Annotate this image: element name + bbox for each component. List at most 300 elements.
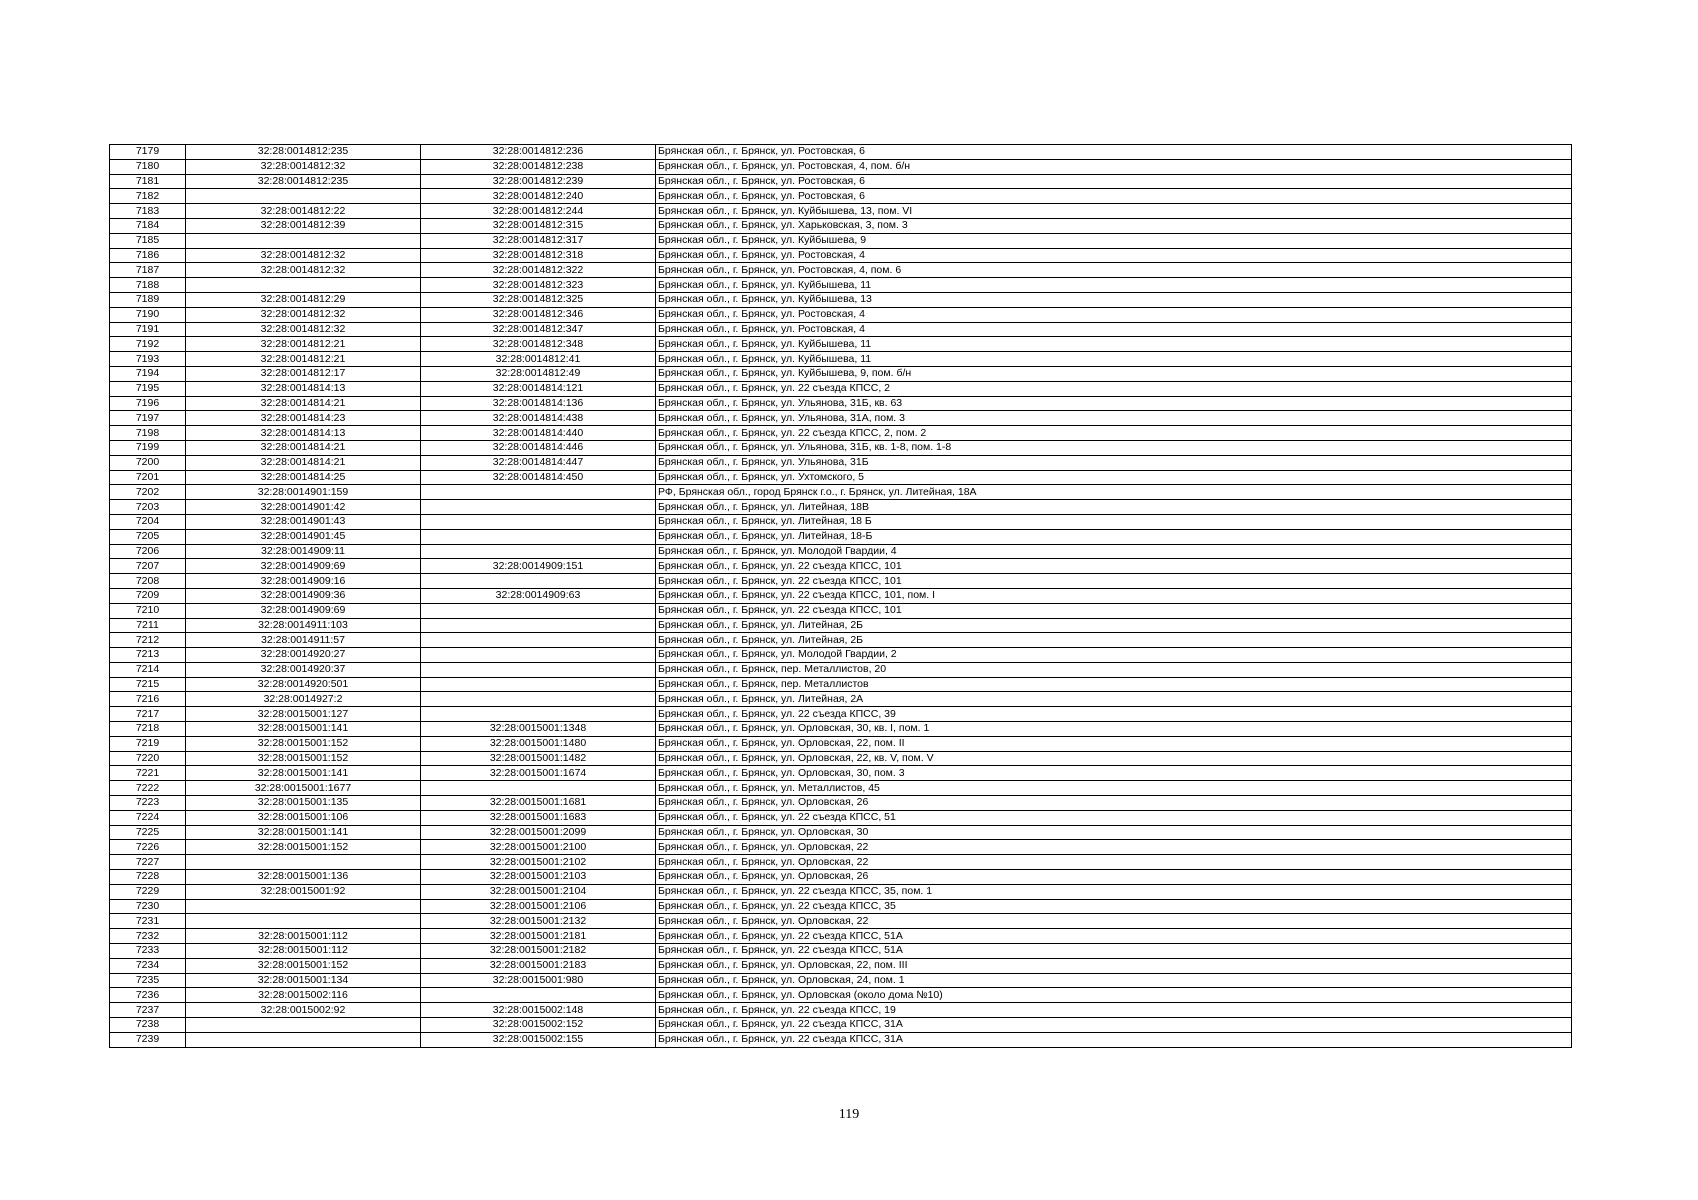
row-number-cell: 7185: [110, 233, 186, 248]
object-cadastral-number-cell: 32:28:0015001:980: [421, 973, 656, 988]
row-number-cell: 7225: [110, 825, 186, 840]
row-number-cell: 7233: [110, 944, 186, 959]
address-cell: Брянская обл., г. Брянск, ул. 22 съезда КПСС, 39: [656, 707, 1572, 722]
parcel-cadastral-number-cell: 32:28:0014812:235: [186, 174, 421, 189]
parcel-cadastral-number-cell: 32:28:0014927:2: [186, 692, 421, 707]
table-row: [110, 618, 1572, 633]
address-cell: Брянская обл., г. Брянск, ул. Куйбышева, 11: [656, 352, 1572, 367]
table-row: [110, 899, 1572, 914]
address-cell: Брянская обл., г. Брянск, ул. Орловская, 26: [656, 870, 1572, 885]
table-row: [110, 810, 1572, 825]
address-cell: Брянская обл., г. Брянск, ул. Орловская, 22: [656, 914, 1572, 929]
object-cadastral-number-cell: [421, 603, 656, 618]
row-number-cell: 7188: [110, 278, 186, 293]
parcel-cadastral-number-cell: 32:28:0014911:103: [186, 618, 421, 633]
parcel-cadastral-number-cell: 32:28:0014911:57: [186, 633, 421, 648]
parcel-cadastral-number-cell: 32:28:0014901:159: [186, 485, 421, 500]
parcel-cadastral-number-cell: 32:28:0014909:16: [186, 574, 421, 589]
object-cadastral-number-cell: 32:28:0015001:2104: [421, 884, 656, 899]
address-cell: Брянская обл., г. Брянск, ул. Куйбышева, 11: [656, 278, 1572, 293]
row-number-cell: 7183: [110, 204, 186, 219]
row-number-cell: 7203: [110, 500, 186, 515]
address-cell: Брянская обл., г. Брянск, ул. Литейная, 2Б: [656, 618, 1572, 633]
row-number-cell: 7182: [110, 189, 186, 204]
object-cadastral-number-cell: [421, 618, 656, 633]
address-cell: Брянская обл., г. Брянск, ул. Куйбышева, 11: [656, 337, 1572, 352]
object-cadastral-number-cell: [421, 662, 656, 677]
parcel-cadastral-number-cell: 32:28:0015001:141: [186, 766, 421, 781]
table-row: [110, 944, 1572, 959]
object-cadastral-number-cell: 32:28:0014812:346: [421, 307, 656, 322]
register-table: [109, 144, 1572, 1048]
parcel-cadastral-number-cell: 32:28:0014812:29: [186, 292, 421, 307]
table-row: [110, 411, 1572, 426]
parcel-cadastral-number-cell: 32:28:0015002:92: [186, 1003, 421, 1018]
row-number-cell: 7238: [110, 1018, 186, 1033]
object-cadastral-number-cell: 32:28:0014812:322: [421, 263, 656, 278]
address-cell: Брянская обл., г. Брянск, ул. Куйбышева, 9, пом. б/н: [656, 366, 1572, 381]
row-number-cell: 7195: [110, 381, 186, 396]
address-cell: Брянская обл., г. Брянск, ул. Орловская (около дома №10): [656, 988, 1572, 1003]
table-row: [110, 958, 1572, 973]
object-cadastral-number-cell: 32:28:0014812:240: [421, 189, 656, 204]
address-cell: Брянская обл., г. Брянск, ул. Орловская, 26: [656, 796, 1572, 811]
address-cell: Брянская обл., г. Брянск, ул. Литейная, 18В: [656, 500, 1572, 515]
parcel-cadastral-number-cell: [186, 278, 421, 293]
object-cadastral-number-cell: 32:28:0014814:450: [421, 470, 656, 485]
address-cell: Брянская обл., г. Брянск, ул. 22 съезда КПСС, 101: [656, 574, 1572, 589]
object-cadastral-number-cell: 32:28:0014812:323: [421, 278, 656, 293]
row-number-cell: 7223: [110, 796, 186, 811]
object-cadastral-number-cell: [421, 633, 656, 648]
row-number-cell: 7187: [110, 263, 186, 278]
row-number-cell: 7236: [110, 988, 186, 1003]
parcel-cadastral-number-cell: 32:28:0014812:32: [186, 248, 421, 263]
row-number-cell: 7191: [110, 322, 186, 337]
parcel-cadastral-number-cell: 32:28:0014920:37: [186, 662, 421, 677]
table-row: [110, 307, 1572, 322]
object-cadastral-number-cell: 32:28:0014909:151: [421, 559, 656, 574]
table-row: [110, 396, 1572, 411]
register-table-body: [110, 145, 1572, 1048]
row-number-cell: 7227: [110, 855, 186, 870]
table-row: [110, 662, 1572, 677]
parcel-cadastral-number-cell: 32:28:0015001:136: [186, 870, 421, 885]
address-cell: Брянская обл., г. Брянск, ул. Куйбышева, 13: [656, 292, 1572, 307]
object-cadastral-number-cell: 32:28:0014812:49: [421, 366, 656, 381]
object-cadastral-number-cell: 32:28:0015001:2181: [421, 929, 656, 944]
table-row: [110, 1018, 1572, 1033]
parcel-cadastral-number-cell: [186, 189, 421, 204]
address-cell: Брянская обл., г. Брянск, ул. Литейная, 18-Б: [656, 529, 1572, 544]
row-number-cell: 7234: [110, 958, 186, 973]
parcel-cadastral-number-cell: 32:28:0014812:32: [186, 159, 421, 174]
row-number-cell: 7198: [110, 426, 186, 441]
row-number-cell: 7208: [110, 574, 186, 589]
address-cell: Брянская обл., г. Брянск, ул. Ростовская, 6: [656, 174, 1572, 189]
address-cell: Брянская обл., г. Брянск, ул. Орловская, 22: [656, 840, 1572, 855]
address-cell: Брянская обл., г. Брянск, ул. 22 съезда КПСС, 35, пом. 1: [656, 884, 1572, 899]
row-number-cell: 7193: [110, 352, 186, 367]
object-cadastral-number-cell: [421, 529, 656, 544]
address-cell: Брянская обл., г. Брянск, ул. Орловская, 22, пом. III: [656, 958, 1572, 973]
address-cell: Брянская обл., г. Брянск, ул. Литейная, 18 Б: [656, 514, 1572, 529]
row-number-cell: 7226: [110, 840, 186, 855]
address-cell: Брянская обл., г. Брянск, ул. Ростовская, 6: [656, 145, 1572, 160]
table-row: [110, 781, 1572, 796]
table-row: [110, 159, 1572, 174]
parcel-cadastral-number-cell: 32:28:0014909:36: [186, 588, 421, 603]
address-cell: Брянская обл., г. Брянск, ул. Харьковская, 3, пом. 3: [656, 218, 1572, 233]
table-row: [110, 1003, 1572, 1018]
table-row: [110, 470, 1572, 485]
object-cadastral-number-cell: 32:28:0015001:2102: [421, 855, 656, 870]
parcel-cadastral-number-cell: 32:28:0015001:152: [186, 958, 421, 973]
parcel-cadastral-number-cell: 32:28:0014901:45: [186, 529, 421, 544]
row-number-cell: 7179: [110, 145, 186, 160]
address-cell: Брянская обл., г. Брянск, ул. Орловская, 22, кв. V, пом. V: [656, 751, 1572, 766]
object-cadastral-number-cell: 32:28:0015001:1480: [421, 736, 656, 751]
object-cadastral-number-cell: 32:28:0014814:446: [421, 440, 656, 455]
row-number-cell: 7205: [110, 529, 186, 544]
address-cell: Брянская обл., г. Брянск, ул. Ухтомского, 5: [656, 470, 1572, 485]
parcel-cadastral-number-cell: 32:28:0014814:13: [186, 426, 421, 441]
parcel-cadastral-number-cell: [186, 1018, 421, 1033]
object-cadastral-number-cell: 32:28:0014812:236: [421, 145, 656, 160]
address-cell: Брянская обл., г. Брянск, ул. 22 съезда КПСС, 19: [656, 1003, 1572, 1018]
object-cadastral-number-cell: [421, 514, 656, 529]
object-cadastral-number-cell: [421, 500, 656, 515]
row-number-cell: 7231: [110, 914, 186, 929]
parcel-cadastral-number-cell: 32:28:0014812:21: [186, 352, 421, 367]
row-number-cell: 7189: [110, 292, 186, 307]
row-number-cell: 7228: [110, 870, 186, 885]
parcel-cadastral-number-cell: 32:28:0014812:22: [186, 204, 421, 219]
object-cadastral-number-cell: 32:28:0015001:1348: [421, 722, 656, 737]
object-cadastral-number-cell: 32:28:0015001:1681: [421, 796, 656, 811]
address-cell: Брянская обл., г. Брянск, пер. Металлистов, 20: [656, 662, 1572, 677]
table-row: [110, 174, 1572, 189]
object-cadastral-number-cell: 32:28:0015001:2099: [421, 825, 656, 840]
parcel-cadastral-number-cell: [186, 233, 421, 248]
table-row: [110, 337, 1572, 352]
address-cell: Брянская обл., г. Брянск, ул. 22 съезда КПСС, 51А: [656, 944, 1572, 959]
table-row: [110, 292, 1572, 307]
row-number-cell: 7201: [110, 470, 186, 485]
table-row: [110, 352, 1572, 367]
row-number-cell: 7235: [110, 973, 186, 988]
table-row: [110, 870, 1572, 885]
table-row: [110, 603, 1572, 618]
address-cell: Брянская обл., г. Брянск, ул. Литейная, 2А: [656, 692, 1572, 707]
parcel-cadastral-number-cell: [186, 855, 421, 870]
row-number-cell: 7190: [110, 307, 186, 322]
object-cadastral-number-cell: 32:28:0014814:440: [421, 426, 656, 441]
address-cell: Брянская обл., г. Брянск, ул. Ульянова, 31Б, кв. 63: [656, 396, 1572, 411]
address-cell: Брянская обл., г. Брянск, ул. Ростовская, 4: [656, 322, 1572, 337]
table-row: [110, 722, 1572, 737]
parcel-cadastral-number-cell: 32:28:0014909:11: [186, 544, 421, 559]
address-cell: Брянская обл., г. Брянск, ул. Орловская, 22, пом. II: [656, 736, 1572, 751]
object-cadastral-number-cell: [421, 648, 656, 663]
parcel-cadastral-number-cell: 32:28:0014901:43: [186, 514, 421, 529]
parcel-cadastral-number-cell: 32:28:0014814:13: [186, 381, 421, 396]
object-cadastral-number-cell: [421, 988, 656, 1003]
object-cadastral-number-cell: 32:28:0014812:325: [421, 292, 656, 307]
row-number-cell: 7196: [110, 396, 186, 411]
address-cell: Брянская обл., г. Брянск, ул. 22 съезда КПСС, 51А: [656, 929, 1572, 944]
address-cell: Брянская обл., г. Брянск, ул. Орловская, 30, кв. I, пом. 1: [656, 722, 1572, 737]
object-cadastral-number-cell: 32:28:0014812:348: [421, 337, 656, 352]
row-number-cell: 7199: [110, 440, 186, 455]
object-cadastral-number-cell: 32:28:0014814:121: [421, 381, 656, 396]
address-cell: Брянская обл., г. Брянск, ул. 22 съезда КПСС, 2: [656, 381, 1572, 396]
table-row: [110, 973, 1572, 988]
table-row: [110, 426, 1572, 441]
table-row: [110, 514, 1572, 529]
parcel-cadastral-number-cell: 32:28:0015002:116: [186, 988, 421, 1003]
row-number-cell: 7216: [110, 692, 186, 707]
parcel-cadastral-number-cell: 32:28:0014812:17: [186, 366, 421, 381]
row-number-cell: 7230: [110, 899, 186, 914]
table-row: [110, 633, 1572, 648]
address-cell: Брянская обл., г. Брянск, ул. Ульянова, 31Б: [656, 455, 1572, 470]
parcel-cadastral-number-cell: 32:28:0014814:21: [186, 396, 421, 411]
object-cadastral-number-cell: 32:28:0014814:447: [421, 455, 656, 470]
parcel-cadastral-number-cell: 32:28:0015001:141: [186, 722, 421, 737]
parcel-cadastral-number-cell: 32:28:0014812:32: [186, 263, 421, 278]
object-cadastral-number-cell: 32:28:0014814:438: [421, 411, 656, 426]
table-row: [110, 840, 1572, 855]
address-cell: Брянская обл., г. Брянск, ул. Орловская, 30, пом. 3: [656, 766, 1572, 781]
parcel-cadastral-number-cell: 32:28:0014814:21: [186, 455, 421, 470]
parcel-cadastral-number-cell: 32:28:0014909:69: [186, 559, 421, 574]
row-number-cell: 7220: [110, 751, 186, 766]
table-row: [110, 233, 1572, 248]
parcel-cadastral-number-cell: 32:28:0014901:42: [186, 500, 421, 515]
row-number-cell: 7215: [110, 677, 186, 692]
object-cadastral-number-cell: 32:28:0015001:1683: [421, 810, 656, 825]
object-cadastral-number-cell: 32:28:0015001:1674: [421, 766, 656, 781]
object-cadastral-number-cell: 32:28:0015001:1482: [421, 751, 656, 766]
address-cell: Брянская обл., г. Брянск, пер. Металлистов: [656, 677, 1572, 692]
table-row: [110, 736, 1572, 751]
row-number-cell: 7206: [110, 544, 186, 559]
table-row: [110, 218, 1572, 233]
row-number-cell: 7194: [110, 366, 186, 381]
address-cell: Брянская обл., г. Брянск, ул. 22 съезда КПСС, 31А: [656, 1032, 1572, 1047]
address-cell: Брянская обл., г. Брянск, ул. Ростовская, 4: [656, 307, 1572, 322]
address-cell: Брянская обл., г. Брянск, ул. Ульянова, 31Б, кв. 1-8, пом. 1-8: [656, 440, 1572, 455]
object-cadastral-number-cell: [421, 707, 656, 722]
table-row: [110, 796, 1572, 811]
row-number-cell: 7214: [110, 662, 186, 677]
table-row: [110, 884, 1572, 899]
row-number-cell: 7186: [110, 248, 186, 263]
object-cadastral-number-cell: [421, 574, 656, 589]
table-row: [110, 440, 1572, 455]
table-row: [110, 544, 1572, 559]
row-number-cell: 7239: [110, 1032, 186, 1047]
parcel-cadastral-number-cell: 32:28:0014920:27: [186, 648, 421, 663]
table-row: [110, 204, 1572, 219]
object-cadastral-number-cell: [421, 692, 656, 707]
row-number-cell: 7202: [110, 485, 186, 500]
object-cadastral-number-cell: 32:28:0015001:2182: [421, 944, 656, 959]
object-cadastral-number-cell: 32:28:0015002:152: [421, 1018, 656, 1033]
parcel-cadastral-number-cell: [186, 914, 421, 929]
row-number-cell: 7209: [110, 588, 186, 603]
table-row: [110, 574, 1572, 589]
object-cadastral-number-cell: 32:28:0014812:41: [421, 352, 656, 367]
row-number-cell: 7207: [110, 559, 186, 574]
object-cadastral-number-cell: 32:28:0014814:136: [421, 396, 656, 411]
table-row: [110, 145, 1572, 160]
table-row: [110, 929, 1572, 944]
table-row: [110, 455, 1572, 470]
table-row: [110, 677, 1572, 692]
address-cell: Брянская обл., г. Брянск, ул. Металлистов, 45: [656, 781, 1572, 796]
row-number-cell: 7219: [110, 736, 186, 751]
object-cadastral-number-cell: 32:28:0014812:318: [421, 248, 656, 263]
row-number-cell: 7229: [110, 884, 186, 899]
table-row: [110, 366, 1572, 381]
object-cadastral-number-cell: 32:28:0015001:2183: [421, 958, 656, 973]
table-row: [110, 278, 1572, 293]
object-cadastral-number-cell: 32:28:0015001:2100: [421, 840, 656, 855]
table-row: [110, 766, 1572, 781]
address-cell: Брянская обл., г. Брянск, ул. Орловская, 24, пом. 1: [656, 973, 1572, 988]
table-row: [110, 988, 1572, 1003]
table-row: [110, 322, 1572, 337]
table-row: [110, 692, 1572, 707]
parcel-cadastral-number-cell: 32:28:0015001:1677: [186, 781, 421, 796]
row-number-cell: 7224: [110, 810, 186, 825]
table-row: [110, 825, 1572, 840]
parcel-cadastral-number-cell: 32:28:0015001:141: [186, 825, 421, 840]
page-number: 119: [838, 1107, 860, 1122]
object-cadastral-number-cell: 32:28:0015001:2103: [421, 870, 656, 885]
parcel-cadastral-number-cell: 32:28:0015001:112: [186, 929, 421, 944]
table-row: [110, 707, 1572, 722]
row-number-cell: 7213: [110, 648, 186, 663]
object-cadastral-number-cell: 32:28:0015001:2132: [421, 914, 656, 929]
address-cell: Брянская обл., г. Брянск, ул. Ульянова, 31А, пом. 3: [656, 411, 1572, 426]
parcel-cadastral-number-cell: 32:28:0015001:134: [186, 973, 421, 988]
parcel-cadastral-number-cell: 32:28:0015001:106: [186, 810, 421, 825]
row-number-cell: 7181: [110, 174, 186, 189]
parcel-cadastral-number-cell: 32:28:0014812:21: [186, 337, 421, 352]
parcel-cadastral-number-cell: 32:28:0014812:32: [186, 322, 421, 337]
address-cell: Брянская обл., г. Брянск, ул. Ростовская, 4, пом. 6: [656, 263, 1572, 278]
row-number-cell: 7232: [110, 929, 186, 944]
parcel-cadastral-number-cell: 32:28:0014920:501: [186, 677, 421, 692]
parcel-cadastral-number-cell: 32:28:0015001:152: [186, 751, 421, 766]
parcel-cadastral-number-cell: 32:28:0015001:135: [186, 796, 421, 811]
object-cadastral-number-cell: 32:28:0014812:317: [421, 233, 656, 248]
address-cell: Брянская обл., г. Брянск, ул. 22 съезда КПСС, 101, пом. I: [656, 588, 1572, 603]
address-cell: Брянская обл., г. Брянск, ул. Ростовская, 6: [656, 189, 1572, 204]
table-row: [110, 529, 1572, 544]
row-number-cell: 7237: [110, 1003, 186, 1018]
parcel-cadastral-number-cell: 32:28:0014812:235: [186, 145, 421, 160]
object-cadastral-number-cell: 32:28:0015001:2106: [421, 899, 656, 914]
row-number-cell: 7200: [110, 455, 186, 470]
parcel-cadastral-number-cell: 32:28:0015001:152: [186, 736, 421, 751]
object-cadastral-number-cell: 32:28:0014812:238: [421, 159, 656, 174]
row-number-cell: 7218: [110, 722, 186, 737]
row-number-cell: 7221: [110, 766, 186, 781]
object-cadastral-number-cell: [421, 485, 656, 500]
table-row: [110, 381, 1572, 396]
object-cadastral-number-cell: 32:28:0014812:347: [421, 322, 656, 337]
parcel-cadastral-number-cell: 32:28:0014812:32: [186, 307, 421, 322]
address-cell: Брянская обл., г. Брянск, ул. Орловская, 30: [656, 825, 1572, 840]
table-row: [110, 1032, 1572, 1047]
object-cadastral-number-cell: 32:28:0014812:315: [421, 218, 656, 233]
address-cell: Брянская обл., г. Брянск, ул. 22 съезда КПСС, 101: [656, 559, 1572, 574]
address-cell: Брянская обл., г. Брянск, ул. Ростовская, 4, пом. б/н: [656, 159, 1572, 174]
parcel-cadastral-number-cell: [186, 1032, 421, 1047]
parcel-cadastral-number-cell: 32:28:0015001:152: [186, 840, 421, 855]
row-number-cell: 7210: [110, 603, 186, 618]
row-number-cell: 7204: [110, 514, 186, 529]
table-row: [110, 559, 1572, 574]
parcel-cadastral-number-cell: 32:28:0014814:21: [186, 440, 421, 455]
object-cadastral-number-cell: 32:28:0014812:239: [421, 174, 656, 189]
parcel-cadastral-number-cell: 32:28:0015001:112: [186, 944, 421, 959]
object-cadastral-number-cell: 32:28:0015002:155: [421, 1032, 656, 1047]
table-row: [110, 500, 1572, 515]
parcel-cadastral-number-cell: 32:28:0014909:69: [186, 603, 421, 618]
address-cell: Брянская обл., г. Брянск, ул. 22 съезда КПСС, 2, пом. 2: [656, 426, 1572, 441]
address-cell: Брянская обл., г. Брянск, ул. 22 съезда КПСС, 31А: [656, 1018, 1572, 1033]
address-cell: Брянская обл., г. Брянск, ул. Куйбышева, 9: [656, 233, 1572, 248]
row-number-cell: 7180: [110, 159, 186, 174]
row-number-cell: 7192: [110, 337, 186, 352]
row-number-cell: 7184: [110, 218, 186, 233]
row-number-cell: 7217: [110, 707, 186, 722]
address-cell: Брянская обл., г. Брянск, ул. Молодой Гвардии, 4: [656, 544, 1572, 559]
address-cell: Брянская обл., г. Брянск, ул. Ростовская, 4: [656, 248, 1572, 263]
table-row: [110, 248, 1572, 263]
address-cell: Брянская обл., г. Брянск, ул. Молодой Гвардии, 2: [656, 648, 1572, 663]
table-row: [110, 751, 1572, 766]
parcel-cadastral-number-cell: 32:28:0015001:92: [186, 884, 421, 899]
address-cell: Брянская обл., г. Брянск, ул. 22 съезда КПСС, 35: [656, 899, 1572, 914]
table-row: [110, 914, 1572, 929]
object-cadastral-number-cell: [421, 781, 656, 796]
parcel-cadastral-number-cell: 32:28:0014814:25: [186, 470, 421, 485]
table-row: [110, 485, 1572, 500]
object-cadastral-number-cell: [421, 544, 656, 559]
object-cadastral-number-cell: 32:28:0015002:148: [421, 1003, 656, 1018]
table-row: [110, 189, 1572, 204]
address-cell: Брянская обл., г. Брянск, ул. Литейная, 2Б: [656, 633, 1572, 648]
object-cadastral-number-cell: 32:28:0014812:244: [421, 204, 656, 219]
address-cell: Брянская обл., г. Брянск, ул. Куйбышева, 13, пом. VI: [656, 204, 1572, 219]
table-row: [110, 855, 1572, 870]
address-cell: Брянская обл., г. Брянск, ул. Орловская, 22: [656, 855, 1572, 870]
parcel-cadastral-number-cell: [186, 899, 421, 914]
parcel-cadastral-number-cell: 32:28:0014814:23: [186, 411, 421, 426]
address-cell: Брянская обл., г. Брянск, ул. 22 съезда КПСС, 101: [656, 603, 1572, 618]
table-row: [110, 588, 1572, 603]
row-number-cell: 7197: [110, 411, 186, 426]
table-row: [110, 648, 1572, 663]
address-cell: Брянская обл., г. Брянск, ул. 22 съезда КПСС, 51: [656, 810, 1572, 825]
row-number-cell: 7212: [110, 633, 186, 648]
